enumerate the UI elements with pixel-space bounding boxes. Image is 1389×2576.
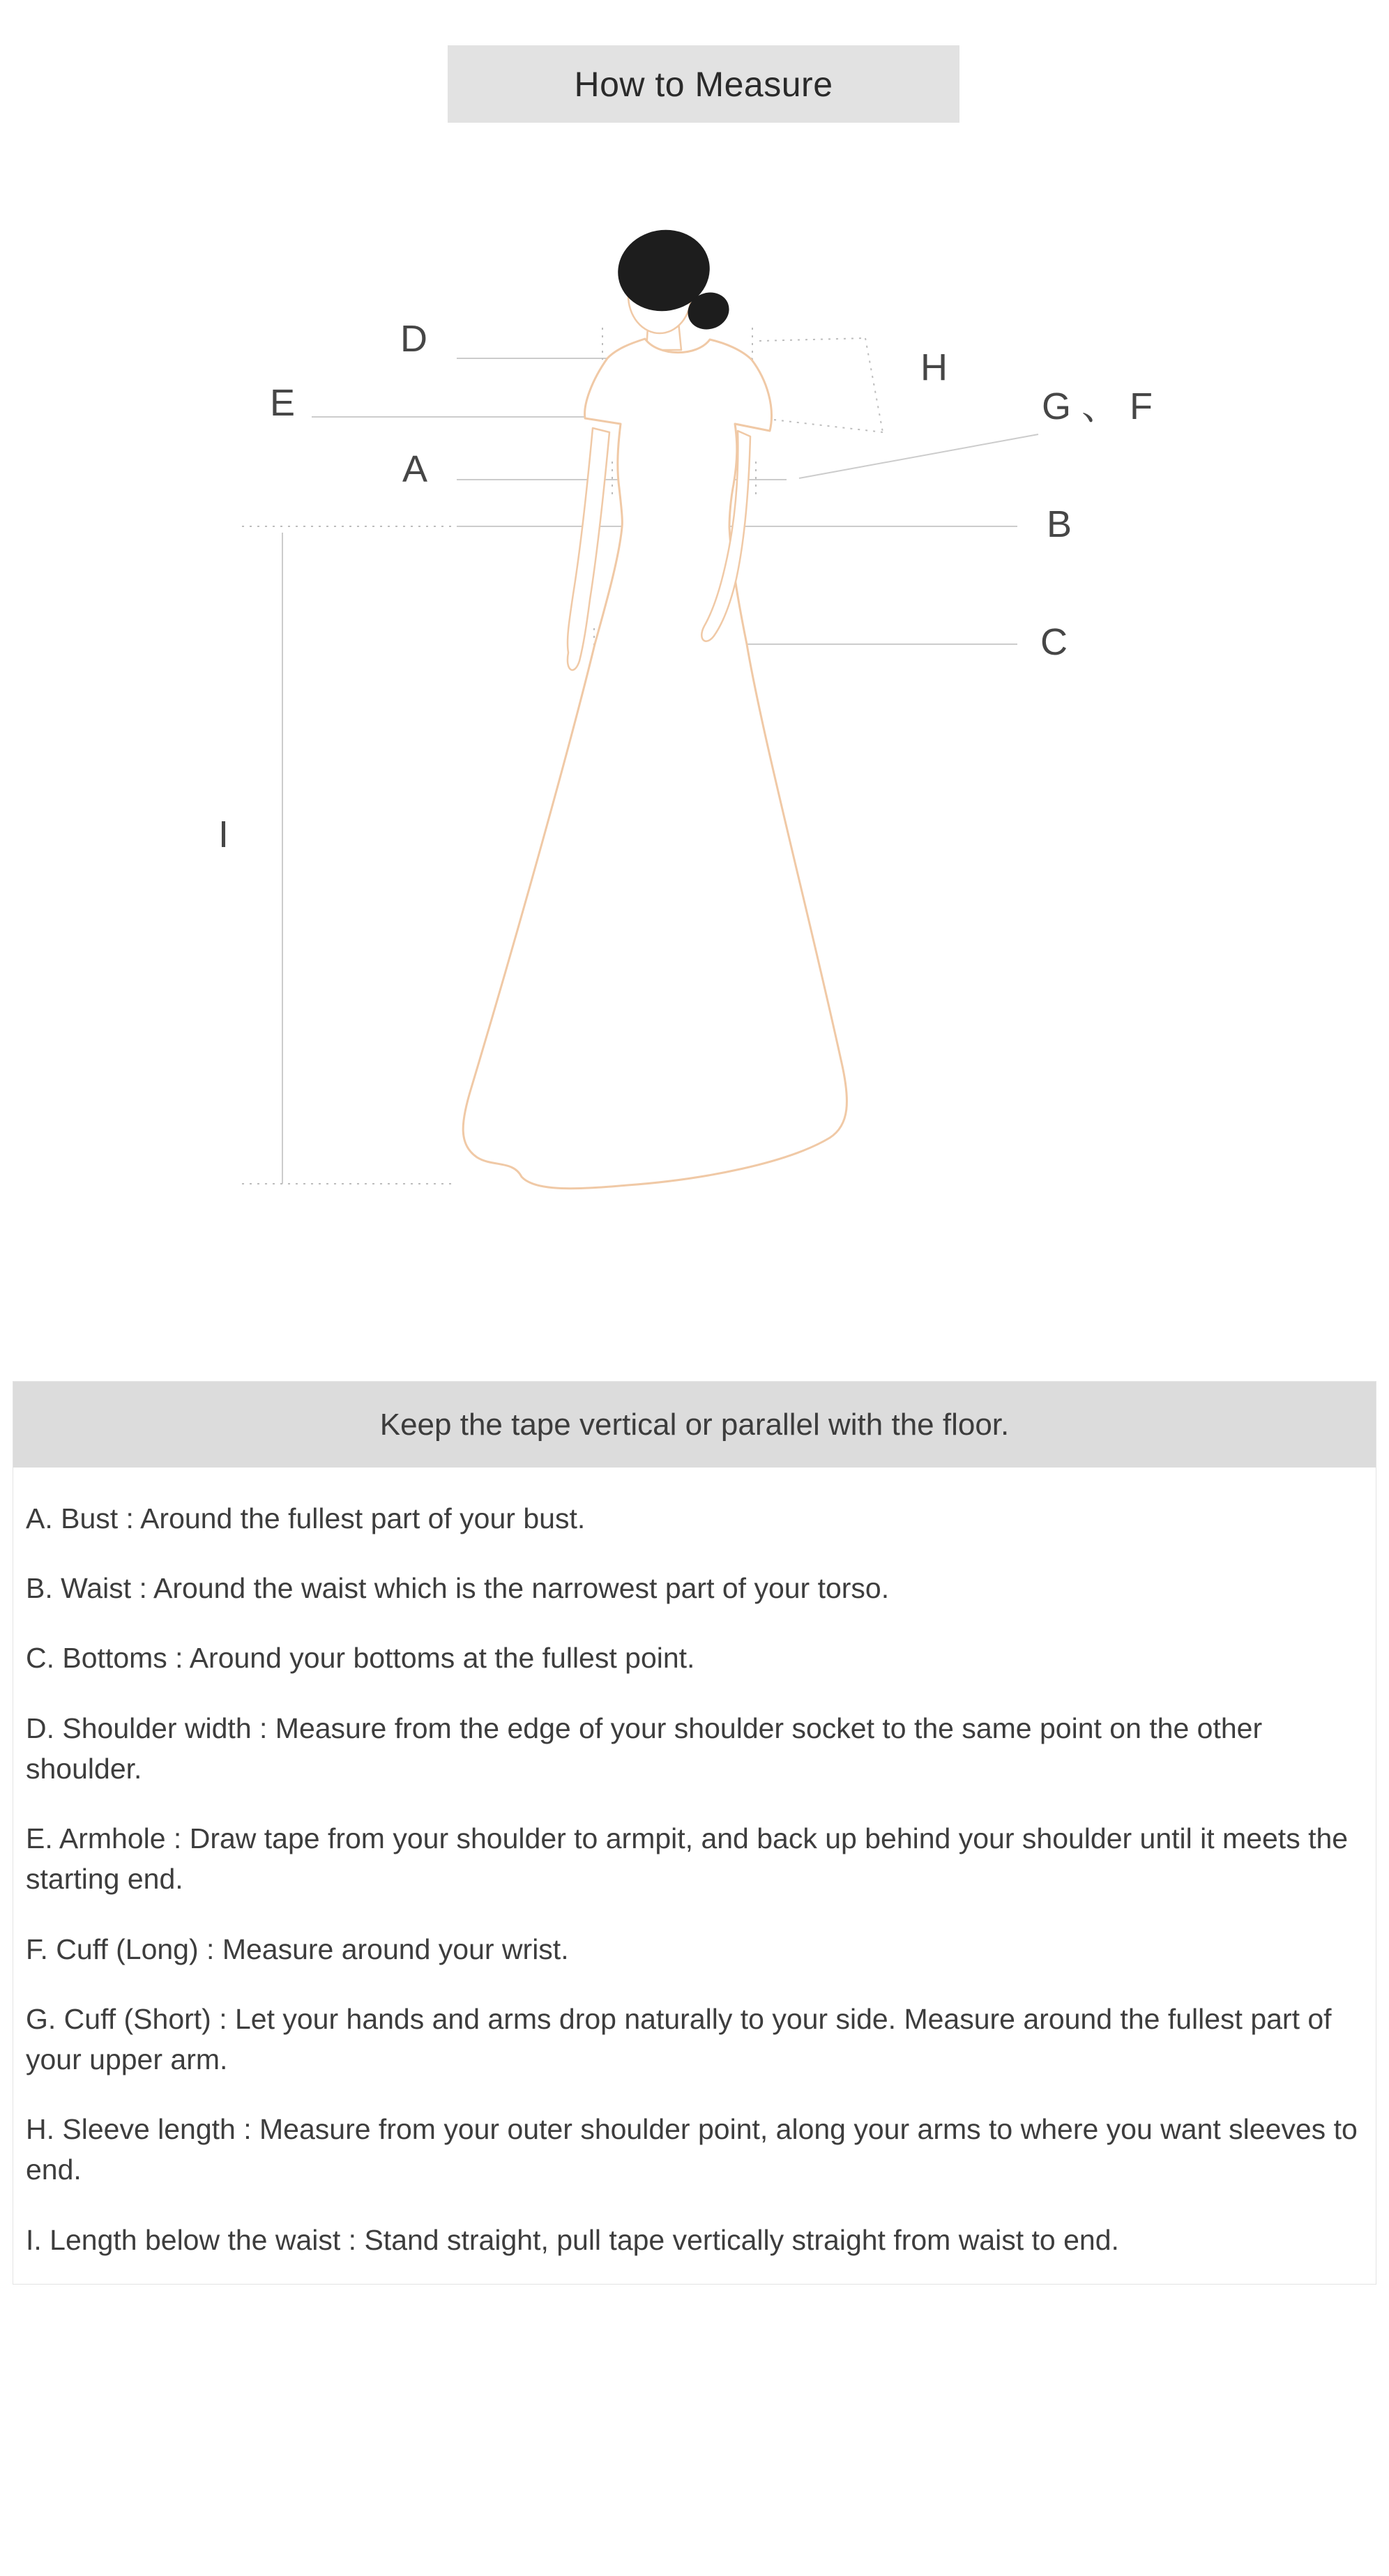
instruction-bust: A. Bust : Around the fullest part of your bust. [26,1502,586,1534]
sleeve-measure-dotted-right [865,338,883,432]
label-armhole-e: E [270,382,296,424]
instructions-box [13,1381,1376,2285]
instructions-list [13,1468,1376,2284]
measurement-diagram [0,105,1389,1394]
instruction-armhole: E. Armhole : Draw tape from your shoulder to armpit, and back up behind your shoulder until it meets the starting end. [26,1822,1349,1896]
instruction-cuff-long: F. Cuff (Long) : Measure around your wrist. [26,1933,569,1965]
label-cuff-gf: G 、 F [1042,386,1153,427]
instruction-cuff-short: G. Cuff (Short) : Let your hands and arms drop naturally to your side. Measure around the fullest part of your upper arm. [26,2002,1332,2075]
sleeve-measure-dotted-bottom [761,418,883,432]
label-bottoms-c: C [1040,621,1068,663]
page-title-text: How to Measure [574,64,833,104]
label-shoulder-width-d: D [400,318,427,360]
label-length-below-waist-i: I [218,814,229,855]
line-cuff-leader-gf [799,434,1038,478]
instruction-shoulder-width: D. Shoulder width : Measure from the edge of your shoulder socket to the same point on the other shoulder. [26,1712,1263,1785]
instructions-header [13,1382,1376,1468]
figure-dress [463,339,847,1189]
label-waist-b: B [1047,503,1072,545]
instruction-bottoms: C. Bottoms : Around your bottoms at the fullest point. [26,1642,695,1675]
instructions-header-text: Keep the tape vertical or parallel with the floor. [379,1407,1010,1442]
instruction-sleeve-length: H. Sleeve length : Measure from your outer shoulder point, along your arms to where you want sleeves to end. [26,2113,1358,2186]
label-sleeve-length-h: H [920,346,948,388]
label-bust-a: A [402,448,428,490]
instruction-length-below-waist: I. Length below the waist : Stand straight, pull tape vertically straight from waist to end. [26,2223,1119,2256]
instruction-waist: B. Waist : Around the waist which is the narrowest part of your torso. [26,1572,890,1605]
sleeve-measure-dotted-top [759,338,865,341]
